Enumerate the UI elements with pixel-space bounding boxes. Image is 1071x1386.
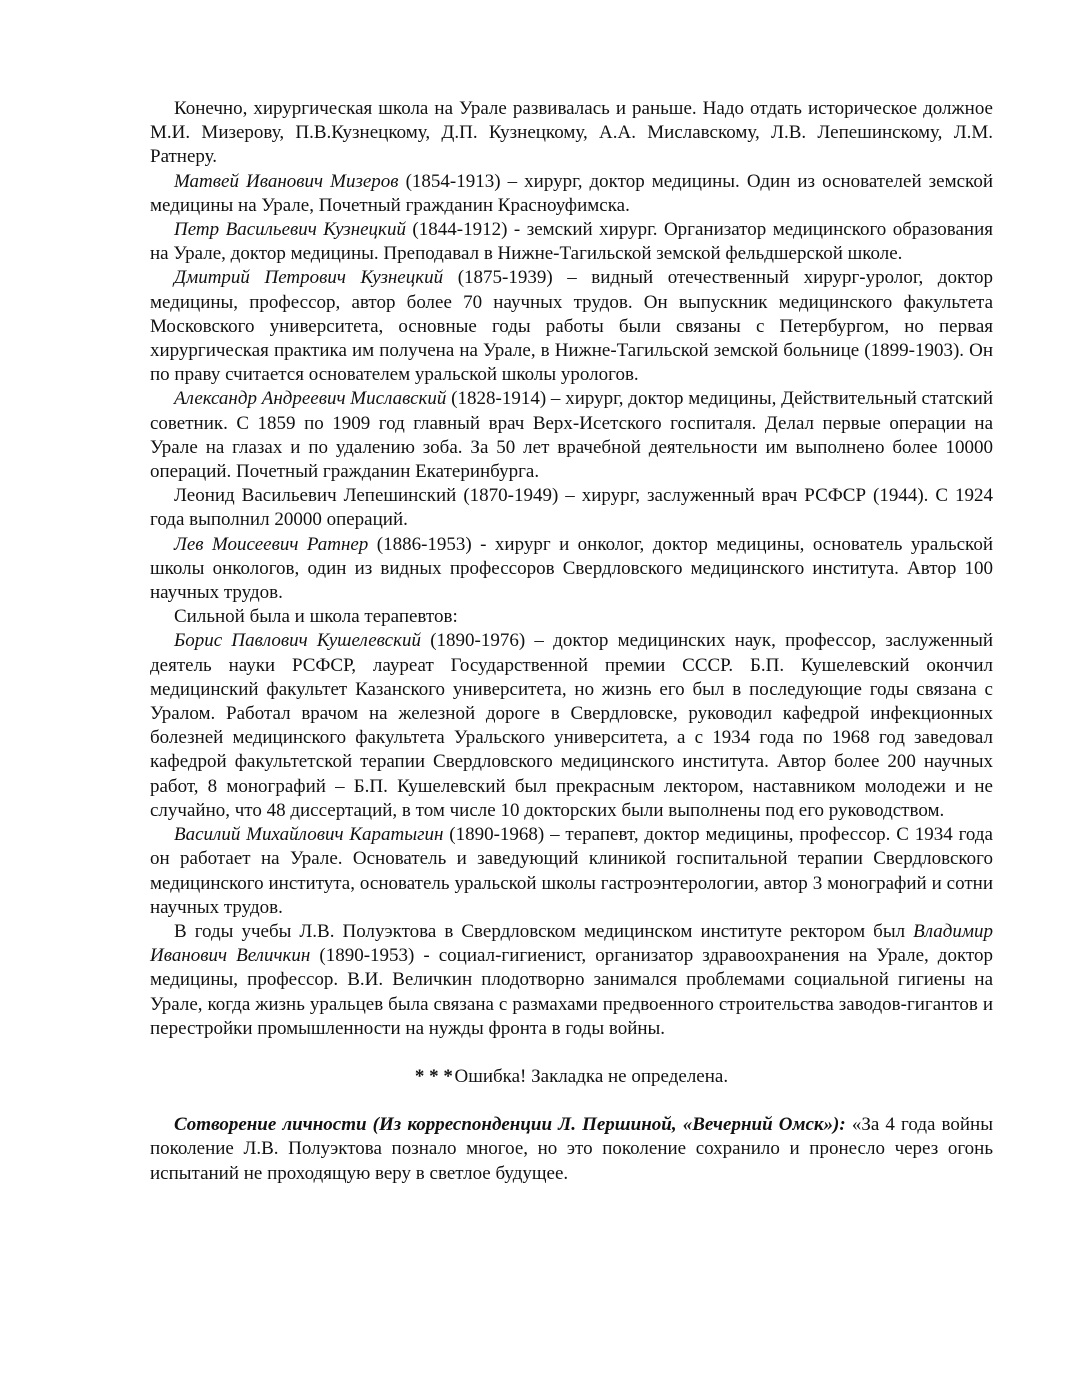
paragraph-mislavsky: [150, 387, 993, 484]
paragraph-kushelevsky: [150, 629, 993, 823]
paragraph-p-kuznetsky: [150, 218, 993, 266]
paragraph-text: (1886-1953) - хирург и онколог, доктор медицины, основатель уральской школы онкологов, один из видных профессоров Свердловского медицинского института. Автор 100 научных трудов.: [150, 533, 993, 604]
person-name: Лев Моисеевич Ратнер: [174, 533, 369, 555]
section-separator: [150, 1065, 993, 1089]
paragraph-karatygin: [150, 823, 993, 920]
section-heading: Сотворение личности (Из корреспонденции Л. Першиной, «Вечерний Омск»):: [174, 1114, 846, 1136]
paragraph-d-kuznetsky: [150, 266, 993, 387]
paragraph-text: (1890-1953) - социал-гигиенист, организатор здравоохранения на Урале, доктор медицины, профессор. В.И. Величкин плодотворно занимался проблемами социальной гигиены на Урале, когда жизнь уральцев была связана с размахами предвоенного строительства заводов-гигантов и перестройки промышленности на нужды фронта в годы войны.: [150, 945, 993, 1039]
paragraph-ratner: [150, 533, 993, 606]
person-name: Борис Павлович Кушелевский: [174, 630, 421, 652]
paragraph-text: (1854-1913) – хирург, доктор медицины. Один из основателей земской медицины на Урале, Почетный гражданин Красноуфимска.: [150, 170, 993, 216]
paragraph-text: В годы учебы Л.В. Полуэктова в Свердловском медицинском институте ректором был: [174, 920, 914, 942]
separator-stars: * * *: [414, 1065, 453, 1087]
person-name: Владимир Иванович Величкин: [150, 920, 993, 967]
person-name: Петр Васильевич Кузнецкий: [174, 219, 406, 241]
document-page: [150, 97, 993, 1186]
paragraph-text: (1875-1939) – видный отечественный хирург-уролог, доктор медицины, профессор, автор более 70 научных трудов. Он выпускник медицинского факультета Московского университета, основные годы работы были связаны с Петербургом, но первая хирургическая практика им получена на Урале, в Нижне-Тагильской земской больнице (1899-1903). Он по праву считается основателем уральской школы урологов.: [150, 267, 994, 386]
person-name: Дмитрий Петрович Кузнецкий: [174, 267, 444, 289]
paragraph-velichkin: [150, 920, 993, 1041]
person-name: Матвей Иванович Мизеров: [174, 170, 399, 192]
paragraph-text: (1844-1912) - земский хирург. Организатор медицинского образования на Урале, доктор медицины. Преподавал в Нижне-Тагильской земской фельдшерской школе.: [150, 219, 993, 265]
bookmark-error-text: Ошибка! Закладка не определена.: [454, 1065, 729, 1087]
paragraph-therapists: [150, 605, 993, 629]
paragraph-text: «За 4 года войны поколение Л.В. Полуэктова познало многое, но это поколение сохранило и пронесло через огонь испытаний не проходящую веру в светлое будущее.: [150, 1114, 993, 1184]
paragraph-lepeshinsky: [150, 484, 993, 532]
paragraph-intro: [150, 97, 993, 170]
paragraph-text: (1828-1914) – хирург, доктор медицины, Действительный статский советник. С 1859 по 1909 год главный врач Верх-Исетского госпиталя. Делал первые операции на Урале на глазах и по удалению зоба. За 50 лет врачебной деятельности им выполнено более 10000 операций. Почетный гражданин Екатеринбурга.: [150, 388, 993, 483]
person-name: Василий Михайлович Каратыгин: [174, 824, 444, 846]
paragraph-text: Конечно, хирургическая школа на Урале развивалась и раньше. Надо отдать историческое должное М.И. Мизерову, П.В.Кузнецкому, Д.П. Кузнецкому, А.А. Миславскому, Л.В. Лепешинскому, Л.М. Ратнеру.: [150, 98, 993, 168]
paragraph-text: (1890-1976) – доктор медицинских наук, профессор, заслуженный деятель науки РСФСР, лауреат Государственной премии СССР. Б.П. Кушелевский окончил медицинский факультет Казанского университета, но жизнь его был в последующие годы связана с Уралом. Работал врачом на железной дороге в Свердловске, руководил кафедрой инфекционных болезней медицинского факультета Уральского университета, а с 1934 года по 1968 год заведовал кафедрой факультетской терапии Свердловского медицинского института. Автор более 200 научных работ, 8 монографий – Б.П. Кушелевский был прекрасным лектором, наставником молодежи и не случайно, что 48 диссертаций, в том числе 10 докторских были выполнены под его руководством.: [150, 630, 994, 821]
paragraph-final: [150, 1113, 993, 1186]
paragraph-mizerov: [150, 170, 993, 218]
paragraph-text: Леонид Васильевич Лепешинский (1870-1949) – хирург, заслуженный врач РСФСР (1944). С 1924 года выполнил 20000 операций.: [150, 485, 993, 531]
paragraph-text: Сильной была и школа терапевтов:: [174, 606, 458, 628]
person-name: Александр Андреевич Миславский: [174, 388, 447, 410]
paragraph-text: (1890-1968) – терапевт, доктор медицины, профессор. С 1934 года он работает на Урале. Основатель и заведующий клиникой госпитальной терапии Свердловского медицинского института, основатель уральской школы гастроэнтерологии, автор 3 монографий и сотни научных трудов.: [150, 824, 993, 918]
